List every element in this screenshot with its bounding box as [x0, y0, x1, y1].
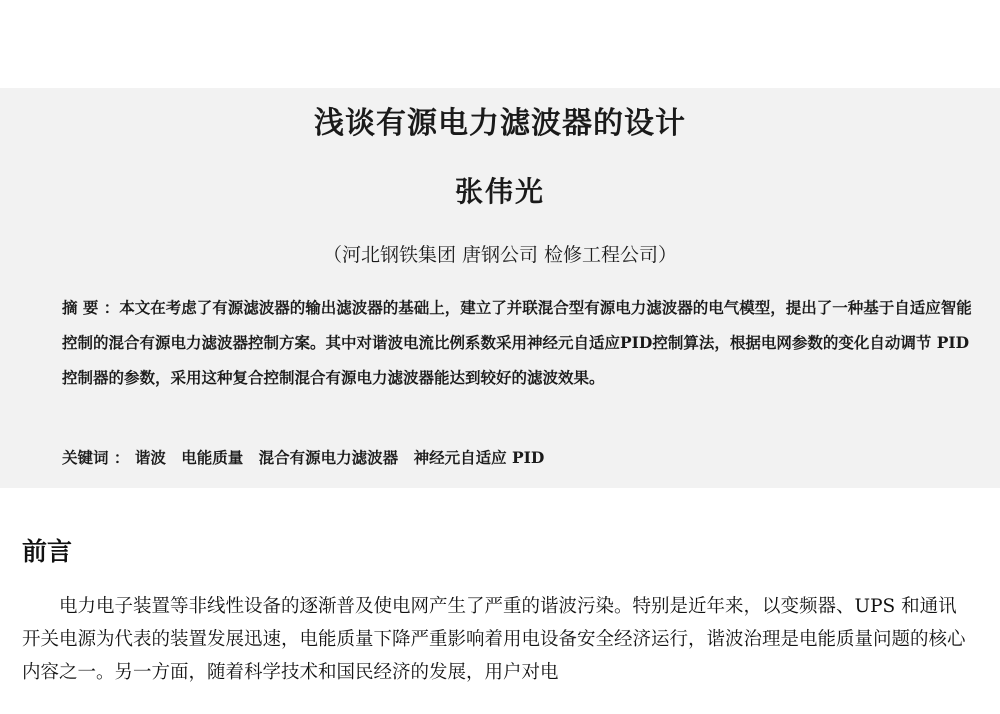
section-title: 前言 [22, 537, 73, 566]
author-affiliation: （河北钢铁集团 唐钢公司 检修工程公司） [322, 244, 678, 266]
keyword-item: 电能质量 [181, 448, 244, 467]
abstract [62, 290, 974, 395]
author-name: 张伟光 [454, 175, 545, 208]
body-text [22, 590, 974, 689]
keyword-item: 神经元自适应 PID [413, 448, 545, 467]
keyword-item: 谐波 [134, 448, 166, 467]
abstract-text: 本文在考虑了有源滤波器的输出滤波器的基础上，建立了并联混合型有源电力滤波器的电气模型，提出了一种基于自适应智能控制的混合有源电力滤波器控制方案。其中对谐波电流比例系数采用神经元自适应PID控制算法，根据电网参数的变化自动调节 PID 控制器的参数，采用这种复合控制混合有源电力滤波器能达到较好的滤波效果。 [62, 298, 972, 387]
keyword-item: 混合有源电力滤波器 [258, 448, 399, 467]
keywords-label: 关键词 ： [62, 448, 130, 467]
scan-header-band [0, 88, 1000, 488]
keywords [62, 443, 974, 473]
paper-title: 浅谈有源电力滤波器的设计 [314, 106, 686, 141]
abstract-label: 摘 要 ： [62, 298, 120, 317]
body-paragraph: 电力电子装置等非线性设备的逐渐普及使电网产生了严重的谐波污染。特别是近年来，以变频器、UPS 和通讯开关电源为代表的装置发展迅速，电能质量下降严重影响着用电设备安全经济运行，谐波治理是电能质量问题的核心内容之一。另一方面，随着科学技术和国民经济的发展，用户对电 [22, 596, 966, 683]
